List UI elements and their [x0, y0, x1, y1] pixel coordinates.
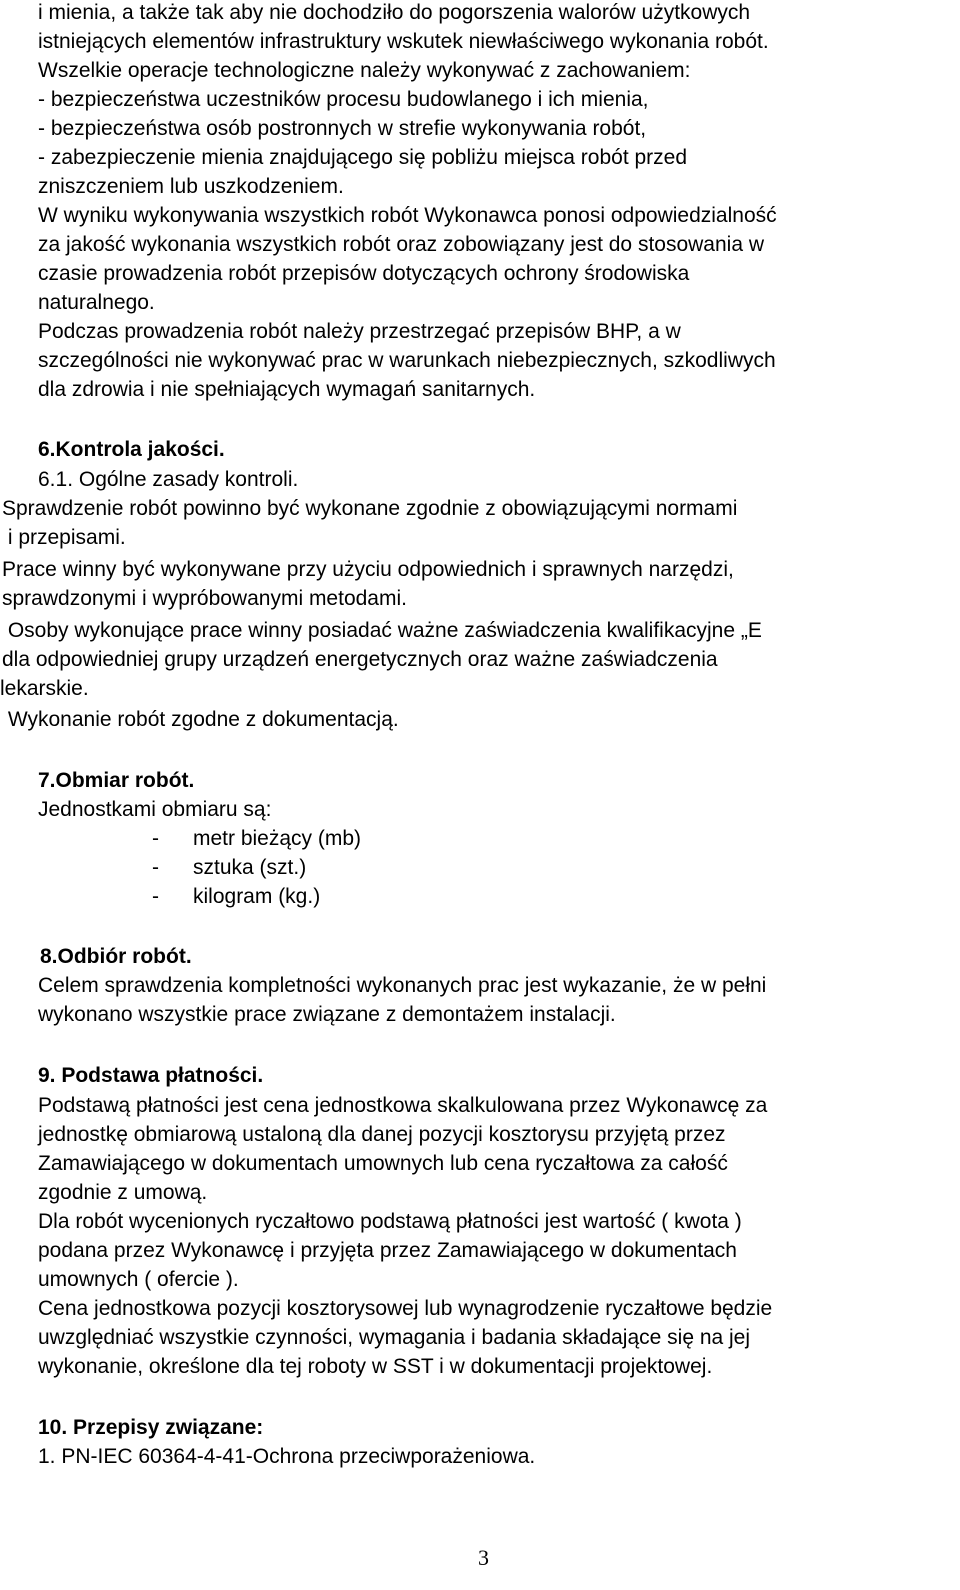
- body-text-line: dla odpowiedniej grupy urządzeń energetycznych oraz ważne zaświadczenia: [2, 648, 718, 671]
- body-text-line: uwzględniać wszystkie czynności, wymagania i badania składające się na jej: [38, 1326, 751, 1349]
- body-text-line: Osoby wykonujące prace winny posiadać ważne zaświadczenia kwalifikacyjne „E: [2, 619, 762, 642]
- body-text-line: Podstawą płatności jest cena jednostkowa skalkulowana przez Wykonawcę za: [38, 1094, 768, 1117]
- body-text-line: Dla robót wycenionych ryczałtowo podstawą płatności jest wartość ( kwota ): [38, 1210, 742, 1233]
- body-text-line: podana przez Wykonawcę i przyjęta przez Zamawiającego w dokumentach: [38, 1239, 737, 1262]
- section-heading: 6.Kontrola jakości.: [38, 438, 225, 461]
- body-text-line: i przepisami.: [2, 526, 126, 549]
- unit-item: metr bieżący (mb): [193, 827, 362, 850]
- body-text-line: Celem sprawdzenia kompletności wykonanych prac jest wykazanie, że w pełni: [38, 974, 767, 997]
- section-subheading: 6.1. Ogólne zasady kontroli.: [38, 468, 299, 491]
- body-text-line: Prace winny być wykonywane przy użyciu odpowiednich i sprawnych narzędzi,: [2, 558, 734, 581]
- section-heading: 8.Odbiór robót.: [40, 945, 192, 968]
- body-text-line: Podczas prowadzenia robót należy przestrzegać przepisów BHP, a w: [38, 320, 681, 343]
- body-text-line: wykonano wszystkie prace związane z demontażem instalacji.: [38, 1003, 616, 1026]
- section-heading: 7.Obmiar robót.: [38, 769, 195, 792]
- body-text-line: istniejących elementów infrastruktury wskutek niewłaściwego wykonania robót.: [38, 30, 769, 53]
- body-text-line: Cena jednostkowa pozycji kosztorysowej lub wynagrodzenie ryczałtowe będzie: [38, 1297, 773, 1320]
- body-text-line: czasie prowadzenia robót przepisów dotyczących ochrony środowiska: [38, 262, 690, 285]
- body-text-line: - bezpieczeństwa osób postronnych w strefie wykonywania robót,: [38, 117, 647, 140]
- body-text-line: wykonanie, określone dla tej roboty w SST i w dokumentacji projektowej.: [38, 1355, 713, 1378]
- body-text-line: i mienia, a także tak aby nie dochodziło do pogorszenia walorów użytkowych: [38, 1, 751, 24]
- body-text-line: - zabezpieczenie mienia znajdującego się pobliżu miejsca robót przed: [38, 146, 688, 169]
- section-heading: 10. Przepisy związane:: [38, 1416, 264, 1439]
- regulation-item: 1. PN-IEC 60364-4-41-Ochrona przeciwporażeniowa.: [38, 1445, 536, 1468]
- section-heading: 9. Podstawa płatności.: [38, 1064, 264, 1087]
- body-text-line: lekarskie.: [0, 677, 89, 700]
- list-bullet: -: [152, 827, 159, 850]
- body-text-line: zgodnie z umową.: [38, 1181, 208, 1204]
- body-text-line: jednostkę obmiarową ustaloną dla danej pozycji kosztorysu przyjętą przez: [38, 1123, 726, 1146]
- body-text-line: Wszelkie operacje technologiczne należy wykonywać z zachowaniem:: [38, 59, 691, 82]
- list-bullet: -: [152, 856, 159, 879]
- units-intro: Jednostkami obmiaru są:: [38, 798, 272, 821]
- unit-item: sztuka (szt.): [193, 856, 307, 879]
- page-number: 3: [478, 1545, 489, 1570]
- body-text-line: umownych ( ofercie ).: [38, 1268, 239, 1291]
- body-text-line: Zamawiającego w dokumentach umownych lub cena ryczałtowa za całość: [38, 1152, 728, 1175]
- body-text-line: zniszczeniem lub uszkodzeniem.: [38, 175, 344, 198]
- body-text-line: naturalnego.: [38, 291, 155, 314]
- list-bullet: -: [152, 885, 159, 908]
- unit-item: kilogram (kg.): [193, 885, 321, 908]
- body-text-line: sprawdzonymi i wypróbowanymi metodami.: [2, 587, 407, 610]
- body-text-line: W wyniku wykonywania wszystkich robót Wykonawca ponosi odpowiedzialność: [38, 204, 777, 227]
- body-text-line: dla zdrowia i nie spełniających wymagań sanitarnych.: [38, 378, 536, 401]
- body-text-line: - bezpieczeństwa uczestników procesu budowlanego i ich mienia,: [38, 88, 649, 111]
- body-text-line: szczególności nie wykonywać prac w warunkach niebezpiecznych, szkodliwych: [38, 349, 776, 372]
- body-text-line: Sprawdzenie robót powinno być wykonane zgodnie z obowiązującymi normami: [2, 497, 738, 520]
- body-text-line: Wykonanie robót zgodne z dokumentacją.: [2, 708, 399, 731]
- body-text-line: za jakość wykonania wszystkich robót oraz zobowiązany jest do stosowania w: [38, 233, 765, 256]
